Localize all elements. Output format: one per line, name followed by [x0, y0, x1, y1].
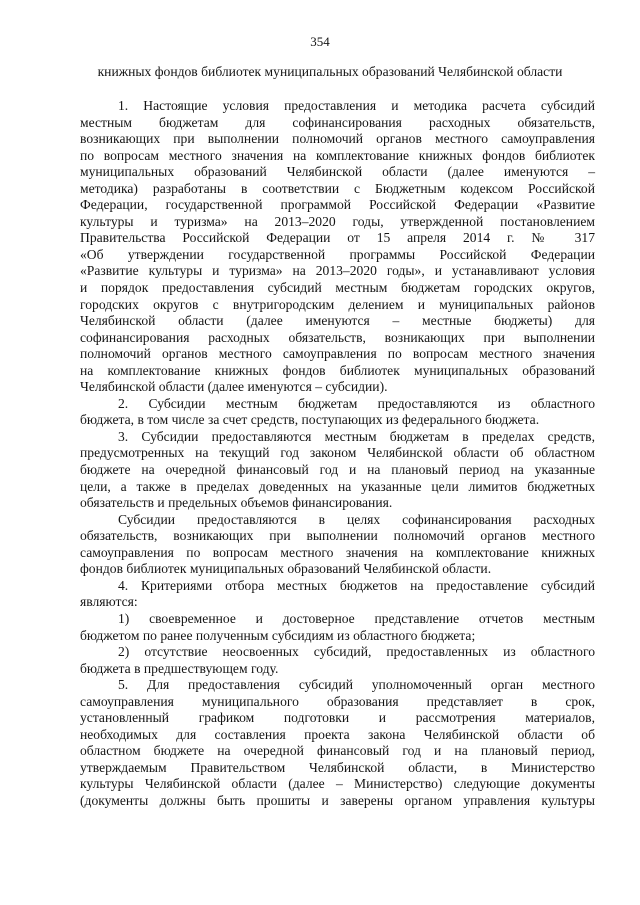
text-line: установленный графиком подготовки и рассмотрения материалов,	[80, 710, 595, 726]
text-line: возникающих при выполнении полномочий органов местного самоуправления	[80, 131, 595, 147]
text-line: бюджета, в том числе за счет средств, поступающих из федерального бюджета.	[80, 412, 540, 428]
text-line: обязательств, возникающих при выполнении полномочий органов местного	[80, 528, 595, 544]
text-line: самоуправления муниципального образования представляет в срок,	[80, 693, 595, 709]
text-line: Правительства Российской Федерации от 15 апреля 2014 г. № 317	[80, 230, 595, 246]
text-line: предусмотренных на текущий год законом Челябинской области об областном	[80, 445, 595, 461]
text-line: культуры и туризма» на 2013–2020 годы, утвержденной постановлением	[80, 213, 595, 229]
text-line: муниципальных образований Челябинской области (далее именуются –	[80, 164, 595, 180]
text-line: «Развитие культуры и туризма» на 2013–2020 годы», и устанавливают условия	[80, 263, 595, 279]
text-line: методика) разработаны в соответствии с Бюджетным кодексом Российской	[80, 180, 595, 196]
text-line: 4. Критериями отбора местных бюджетов на предоставление субсидий	[118, 577, 595, 593]
text-line: 1. Настоящие условия предоставления и методика расчета субсидий	[118, 98, 595, 113]
text-line: 3. Субсидии предоставляются местным бюджетам в пределах средств,	[118, 428, 595, 444]
text-line: городских округов с внутригородским делением и муниципальных районов	[80, 296, 595, 312]
text-line: 2. Субсидии местным бюджетам предоставляются из областного	[118, 395, 595, 411]
text-line: на комплектование книжных фондов библиотек муниципальных образований	[80, 362, 595, 378]
text-line: (документы должны быть прошиты и заверены органом управления культуры	[80, 792, 595, 808]
document-body	[80, 98, 595, 810]
text-line: утверждаемым Правительством Челябинской области, в Министерство	[80, 759, 595, 775]
text-line: местным бюджетам для софинансирования расходных обязательств,	[80, 114, 595, 130]
text-line: бюджетом по ранее полученным субсидиям из областного бюджета;	[80, 627, 476, 643]
text-line: Челябинской области (далее именуются – субсидии).	[80, 379, 388, 395]
text-line: обязательств и предельных объемов финансирования.	[80, 495, 393, 511]
text-line: софинансирования расходных обязательств, возникающих при выполнении	[80, 329, 595, 345]
text-line: Челябинской области (далее именуются – местные бюджеты) для	[80, 313, 595, 329]
text-line: областном бюджете на очередной финансовый год и на плановый период,	[80, 743, 595, 759]
text-line: по вопросам местного значения на комплектование книжных фондов библиотек	[80, 147, 595, 163]
text-line: «Об утверждении государственной программы Российской Федерации	[80, 246, 595, 262]
text-line: необходимых для составления проекта закона Челябинской области об	[80, 726, 595, 742]
text-line: 1) своевременное и достоверное представление отчетов местным	[118, 610, 595, 626]
text-line: культуры Челябинской области (далее – Министерство) следующие документы	[80, 776, 595, 792]
text-line: и порядок предоставления субсидий местным бюджетам городских округов,	[80, 280, 595, 296]
text-line: бюджета в предшествующем году.	[80, 660, 279, 676]
page-number: 354	[310, 34, 330, 49]
text-line: цели, а также в пределах доведенных на указанные цели лимитов бюджетных	[80, 478, 595, 494]
text-line: бюджете на очередной финансовый год и на плановый период на указанные	[80, 462, 595, 478]
text-line: фондов библиотек муниципальных образований Челябинской области.	[80, 561, 492, 577]
text-line: 2) отсутствие неосвоенных субсидий, предоставленных из областного	[118, 644, 595, 660]
text-line: 5. Для предоставления субсидий уполномоченный орган местного	[118, 677, 595, 693]
text-line: самоуправления по вопросам местного значения на комплектование книжных	[80, 544, 595, 560]
text-line: Субсидии предоставляются в целях софинансирования расходных	[118, 511, 595, 527]
text-line: являются:	[80, 594, 138, 610]
text-line: Федерации, государственной программой Российской Федерации «Развитие	[80, 197, 595, 213]
text-line: полномочий органов местного самоуправления по вопросам местного значения	[80, 346, 595, 362]
continued-title: книжных фондов библиотек муниципальных образований Челябинской области	[97, 64, 563, 79]
